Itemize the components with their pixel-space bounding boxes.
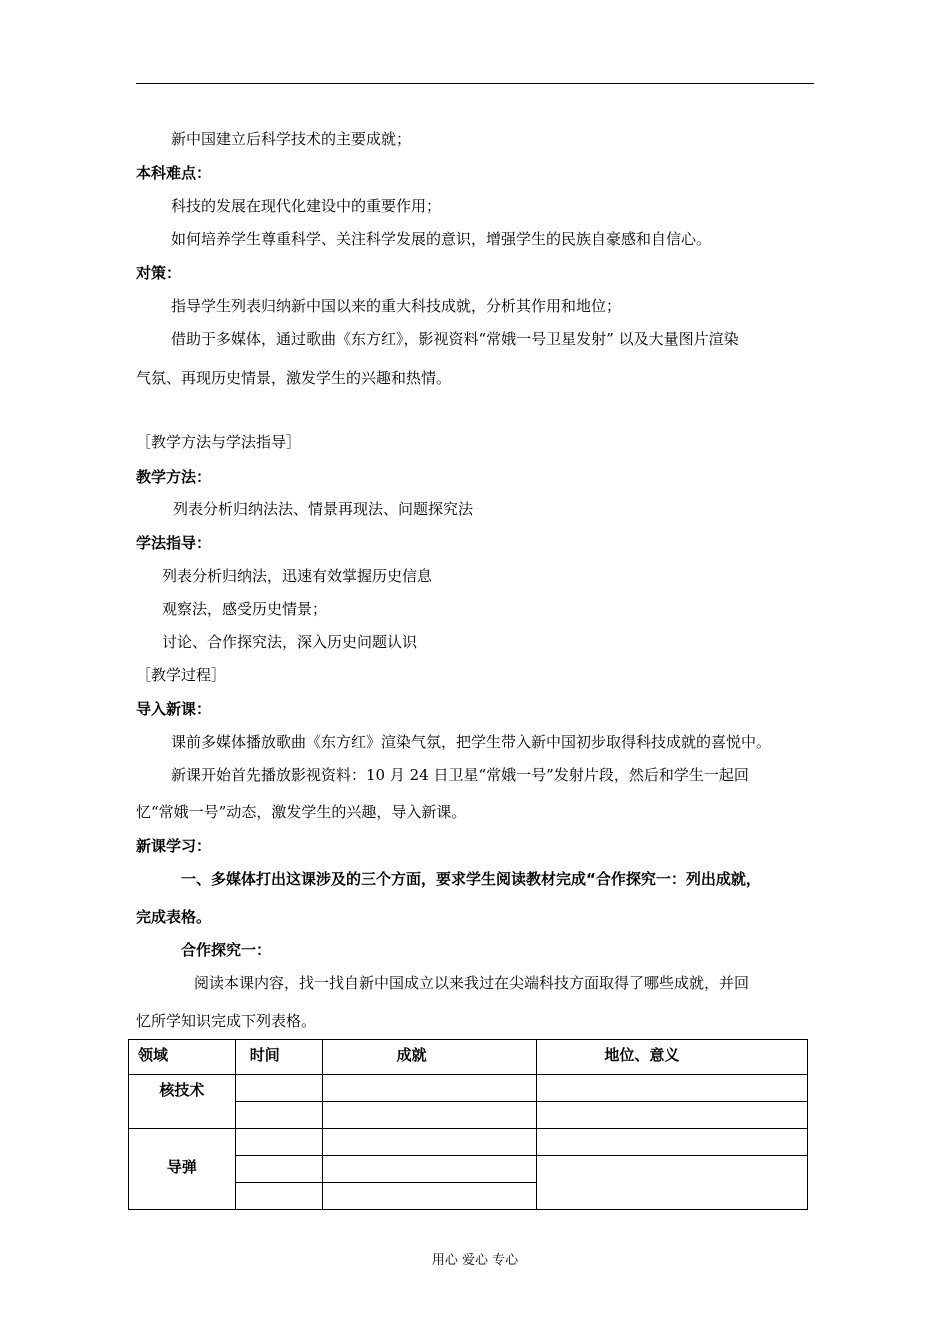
heading-intro: 导入新课： bbox=[136, 700, 212, 718]
header-cell: 成就 bbox=[322, 1040, 537, 1075]
text-line: 一、多媒体打出这课涉及的三个方面，要求学生阅读教材完成“合作探究一：列出成就， bbox=[181, 870, 761, 888]
heading-teaching-method: 教学方法： bbox=[136, 468, 212, 486]
text-line: 忆“常娥一号”动态，激发学生的兴趣，导入新课。 bbox=[136, 803, 467, 821]
text-line: 新课开始首先播放影视资料：10 月 24 日卫星“常娥一号”发射片段，然后和学生一起回 bbox=[171, 766, 749, 784]
header-cell: 地位、意义 bbox=[537, 1040, 808, 1075]
heading-strategy: 对策： bbox=[136, 264, 182, 282]
row-label-cell: 核技术 bbox=[129, 1075, 236, 1129]
heading-new-lesson: 新课学习： bbox=[136, 837, 212, 855]
table-cell[interactable] bbox=[537, 1129, 808, 1156]
header-cell: 时间 bbox=[235, 1040, 322, 1075]
table-cell[interactable] bbox=[322, 1156, 537, 1183]
table-cell[interactable] bbox=[322, 1183, 537, 1210]
table-row bbox=[129, 1075, 808, 1102]
row-label-cell: 导弹 bbox=[129, 1129, 236, 1210]
text-line: 观察法，感受历史情景； bbox=[162, 600, 328, 618]
header-rule bbox=[136, 83, 814, 84]
text-line: 列表分析归纳法法、情景再现法、问题探究法 bbox=[173, 500, 474, 518]
table-cell[interactable] bbox=[537, 1156, 808, 1210]
section-methods: ［教学方法与学法指导］ bbox=[136, 433, 302, 451]
heading-study-guide: 学法指导： bbox=[136, 534, 212, 552]
text-line: 科技的发展在现代化建设中的重要作用； bbox=[171, 197, 442, 215]
text-line: 如何培养学生尊重科学、关注科学发展的意识，增强学生的民族自豪感和自信心。 bbox=[171, 230, 712, 248]
table-cell[interactable] bbox=[322, 1102, 537, 1129]
text-line: 忆所学知识完成下列表格。 bbox=[136, 1012, 317, 1030]
text-line: 列表分析归纳法，迅速有效掌握历史信息 bbox=[162, 567, 433, 585]
table-cell[interactable] bbox=[235, 1183, 322, 1210]
text-line: 指导学生列表归纳新中国以来的重大科技成就，分析其作用和地位； bbox=[171, 297, 622, 315]
text-line: 完成表格。 bbox=[136, 908, 212, 926]
table-cell[interactable] bbox=[537, 1075, 808, 1102]
section-process: ［教学过程］ bbox=[136, 666, 227, 684]
table-header-row bbox=[129, 1040, 808, 1075]
text-line: 气氛、再现历史情景，激发学生的兴趣和热情。 bbox=[136, 369, 452, 387]
text-line: 课前多媒体播放歌曲《东方红》渲染气氛，把学生带入新中国初步取得科技成就的喜悦中。 bbox=[171, 733, 772, 751]
header-cell: 领域 bbox=[129, 1040, 236, 1075]
table-cell[interactable] bbox=[235, 1129, 322, 1156]
text-line: 阅读本课内容，找一找自新中国成立以来我过在尖端科技方面取得了哪些成就，并回 bbox=[194, 974, 750, 992]
text-line: 讨论、合作探究法，深入历史问题认识 bbox=[162, 633, 418, 651]
text-line: 新中国建立后科学技术的主要成就； bbox=[171, 130, 412, 148]
achievements-table bbox=[128, 1039, 808, 1210]
table-cell[interactable] bbox=[537, 1102, 808, 1129]
table-cell[interactable] bbox=[235, 1156, 322, 1183]
table-cell[interactable] bbox=[235, 1075, 322, 1102]
table-cell[interactable] bbox=[235, 1102, 322, 1129]
heading-coop: 合作探究一： bbox=[181, 941, 272, 959]
text-line: 借助于多媒体，通过歌曲《东方红》，影视资料“常娥一号卫星发射” 以及大量图片渲染 bbox=[171, 330, 739, 348]
table-cell[interactable] bbox=[322, 1075, 537, 1102]
page-footer: 用心 爱心 专心 bbox=[431, 1253, 519, 1268]
table-row bbox=[129, 1129, 808, 1156]
table-cell[interactable] bbox=[322, 1129, 537, 1156]
heading-difficulty: 本科难点： bbox=[136, 164, 212, 182]
